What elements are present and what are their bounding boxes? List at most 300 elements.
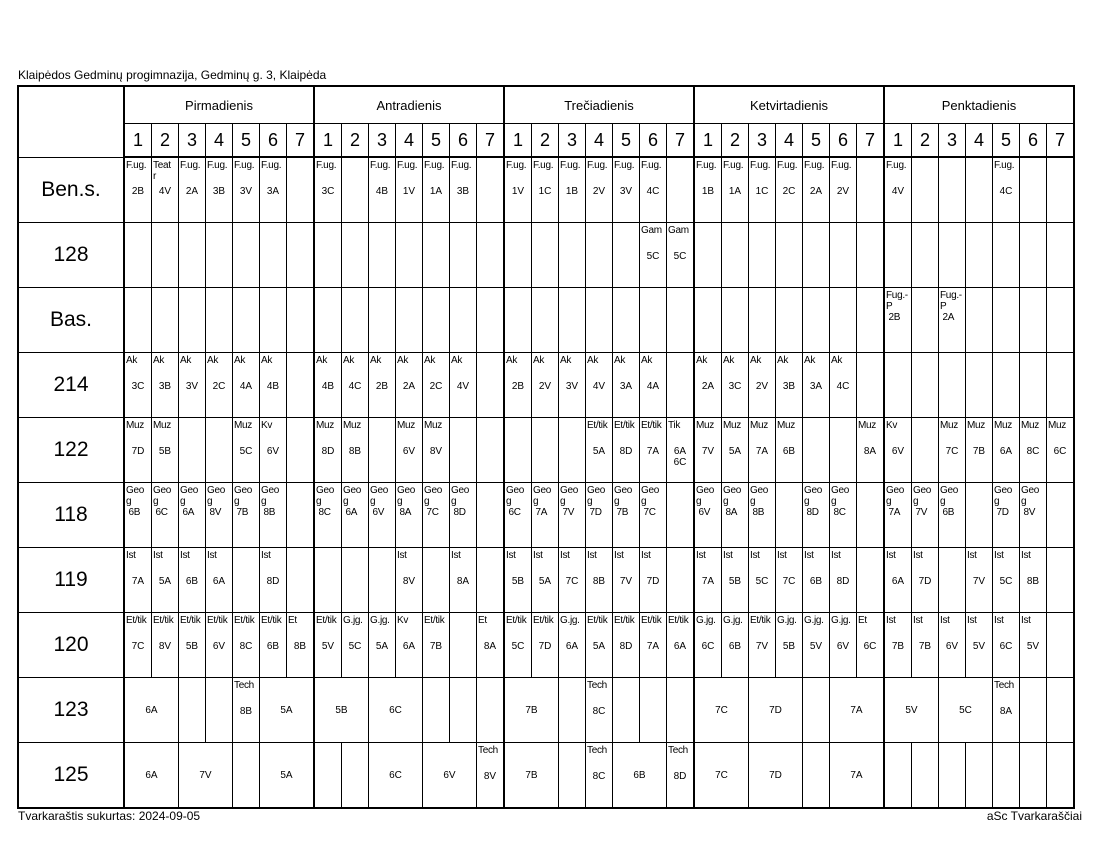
empty-cell — [830, 418, 857, 483]
lesson-subject: Muz — [777, 420, 795, 431]
lesson-class: 2A — [402, 381, 416, 392]
empty-cell — [1047, 483, 1075, 548]
lesson-subject: Muz — [940, 420, 958, 431]
lesson-subject: Ak — [234, 355, 246, 366]
lesson-subject: Et/tik — [614, 420, 635, 431]
lesson-subject: Et/tik — [587, 615, 608, 626]
empty-cell — [857, 288, 885, 353]
lesson-cell — [206, 483, 233, 548]
lesson-cell — [586, 678, 613, 743]
empty-cell — [477, 157, 505, 223]
lesson-class: 7A — [131, 576, 145, 587]
lesson-cell — [884, 613, 912, 678]
lesson-cell — [1020, 548, 1047, 613]
lesson-cell — [613, 353, 640, 418]
lesson-class: 6C — [863, 641, 877, 652]
lesson-subject: Ak — [316, 355, 328, 366]
empty-cell — [939, 157, 966, 223]
room-name: 119 — [18, 548, 124, 613]
period-number: 5 — [993, 124, 1020, 158]
empty-cell — [667, 483, 695, 548]
lesson-class: 2C — [782, 186, 796, 197]
room-row — [18, 157, 1074, 223]
empty-cell — [966, 483, 993, 548]
lesson-cell — [504, 157, 532, 223]
empty-cell — [667, 288, 695, 353]
lesson-cell — [884, 157, 912, 223]
lesson-subject: Tik — [668, 420, 681, 431]
lesson-class: 7V — [972, 576, 986, 587]
empty-cell — [287, 353, 315, 418]
lesson-subject: Muz — [316, 420, 334, 431]
lesson-subject: Muz — [234, 420, 252, 431]
lesson-cell — [179, 353, 206, 418]
empty-cell — [857, 353, 885, 418]
empty-cell — [314, 743, 342, 809]
lesson-subject: Ak — [153, 355, 165, 366]
lesson-class: 1B — [701, 186, 715, 197]
lesson-class: 1A — [429, 186, 443, 197]
lesson-class: 6B — [633, 769, 646, 781]
period-number: 3 — [939, 124, 966, 158]
lesson-class: 8B — [293, 641, 307, 652]
empty-cell — [1047, 353, 1075, 418]
period-number: 7 — [287, 124, 315, 158]
lesson-subject: Ak — [370, 355, 382, 366]
empty-cell — [640, 678, 667, 743]
lesson-class: 7V — [199, 769, 212, 781]
lesson-class: 2V — [836, 186, 850, 197]
empty-cell — [342, 157, 369, 223]
period-number: 1 — [884, 124, 912, 158]
room-row — [18, 288, 1074, 353]
lesson-cell — [423, 418, 450, 483]
lesson-subject: Et/tik — [234, 615, 255, 626]
lesson-class: 5C — [755, 576, 769, 587]
lesson-class: 1A — [728, 186, 742, 197]
room-name: 123 — [18, 678, 124, 743]
lesson-subject: Geo g 8D — [804, 485, 823, 518]
lesson-class: 5C — [239, 446, 253, 457]
lesson-cell — [260, 157, 287, 223]
lesson-subject: Geo g 8B — [261, 485, 280, 518]
lesson-class: 7A — [646, 446, 660, 457]
lesson-class: 5A — [538, 576, 552, 587]
lesson-cell — [260, 678, 315, 743]
lesson-cell — [776, 353, 803, 418]
lesson-cell — [912, 613, 939, 678]
empty-cell — [559, 678, 586, 743]
lesson-class: 1C — [755, 186, 769, 197]
lesson-cell — [830, 157, 857, 223]
empty-cell — [477, 223, 505, 288]
lesson-class: 1B — [565, 186, 579, 197]
lesson-cell — [803, 157, 830, 223]
lesson-class: 3C — [321, 186, 335, 197]
lesson-subject: Ak — [451, 355, 463, 366]
lesson-class: 7B — [972, 446, 986, 457]
period-number: 7 — [477, 124, 505, 158]
lesson-cell — [966, 418, 993, 483]
empty-cell — [993, 288, 1020, 353]
lesson-subject: Et — [288, 615, 297, 626]
lesson-cell — [749, 743, 803, 809]
room-name: Bas. — [18, 288, 124, 353]
lesson-class: 7C — [782, 576, 796, 587]
period-number: 2 — [532, 124, 559, 158]
lesson-cell — [993, 548, 1020, 613]
room-name: 128 — [18, 223, 124, 288]
lesson-subject: Ak — [587, 355, 599, 366]
empty-cell — [939, 223, 966, 288]
lesson-class: 1C — [538, 186, 552, 197]
lesson-cell — [586, 743, 613, 809]
empty-cell — [586, 288, 613, 353]
empty-cell — [179, 288, 206, 353]
lesson-subject: Geo g 8V — [207, 485, 226, 518]
period-number: 7 — [1047, 124, 1075, 158]
lesson-cell — [314, 613, 342, 678]
lesson-cell — [1047, 418, 1075, 483]
lesson-subject: Et/tik — [641, 615, 662, 626]
period-number: 1 — [314, 124, 342, 158]
lesson-class: 6B — [728, 641, 742, 652]
room-name: 125 — [18, 743, 124, 809]
lesson-class: 5C — [673, 251, 687, 262]
lesson-cell — [830, 678, 885, 743]
lesson-class: 5B — [158, 446, 172, 457]
empty-cell — [260, 223, 287, 288]
lesson-class: 2A — [809, 186, 823, 197]
lesson-subject: Tech — [478, 745, 498, 756]
lesson-class: 4V — [891, 186, 905, 197]
lesson-subject: F.ug. — [506, 160, 527, 171]
lesson-subject: Ist — [886, 615, 896, 626]
lesson-subject: Muz — [1021, 420, 1039, 431]
lesson-subject: Ist — [1021, 550, 1031, 561]
lesson-class: 8D — [619, 446, 633, 457]
lesson-subject: Ist — [967, 550, 977, 561]
empty-cell — [450, 418, 477, 483]
lesson-subject: Geo g 6C — [506, 485, 525, 518]
lesson-subject: Geo g 7V — [913, 485, 932, 518]
lesson-cell — [722, 353, 749, 418]
lesson-class: 7D — [918, 576, 932, 587]
empty-cell — [912, 743, 939, 809]
empty-cell — [287, 157, 315, 223]
lesson-cell — [749, 418, 776, 483]
lesson-cell — [776, 157, 803, 223]
lesson-cell — [423, 353, 450, 418]
lesson-subject: Geo g 7C — [641, 485, 660, 518]
lesson-cell — [640, 613, 667, 678]
empty-cell — [369, 223, 396, 288]
lesson-class: 2A — [701, 381, 715, 392]
lesson-subject: G.jg. — [343, 615, 363, 626]
lesson-subject: Gam — [668, 225, 689, 236]
lesson-class: 4B — [375, 186, 389, 197]
lesson-class: 3V — [185, 381, 199, 392]
lesson-class: 8V — [402, 576, 416, 587]
empty-cell — [504, 223, 532, 288]
empty-cell — [1047, 157, 1075, 223]
lesson-class: 4V — [158, 186, 172, 197]
lesson-class: 3B — [158, 381, 172, 392]
lesson-class: 8V — [158, 641, 172, 652]
empty-cell — [667, 548, 695, 613]
lesson-subject: Ist — [1021, 615, 1031, 626]
lesson-subject: Ist — [967, 615, 977, 626]
lesson-cell — [423, 743, 477, 809]
lesson-subject: G.jg. — [831, 615, 851, 626]
lesson-cell — [152, 353, 179, 418]
empty-cell — [504, 418, 532, 483]
empty-cell — [640, 288, 667, 353]
lesson-class: 8D — [266, 576, 280, 587]
lesson-cell — [532, 548, 559, 613]
lesson-cell — [532, 157, 559, 223]
lesson-cell — [124, 157, 152, 223]
empty-cell — [124, 288, 152, 353]
lesson-class: 8D — [836, 576, 850, 587]
period-number: 3 — [369, 124, 396, 158]
lesson-subject: G.jg. — [560, 615, 580, 626]
empty-cell — [206, 288, 233, 353]
lesson-subject: Ak — [614, 355, 626, 366]
empty-cell — [314, 223, 342, 288]
lesson-cell — [586, 483, 613, 548]
lesson-subject: Geo g 7C — [424, 485, 443, 518]
lesson-cell — [586, 157, 613, 223]
lesson-cell — [423, 613, 450, 678]
empty-cell — [884, 353, 912, 418]
lesson-subject: Geo g 8B — [750, 485, 769, 518]
empty-cell — [803, 743, 830, 809]
lesson-subject: Geo g 6V — [370, 485, 389, 518]
lesson-class: 8B — [592, 576, 606, 587]
empty-cell — [179, 418, 206, 483]
lesson-subject: G.jg. — [696, 615, 716, 626]
lesson-subject: F.ug. — [804, 160, 825, 171]
empty-cell — [912, 353, 939, 418]
lesson-cell — [776, 613, 803, 678]
lesson-cell — [532, 483, 559, 548]
lesson-cell — [314, 418, 342, 483]
lesson-subject: Ist — [614, 550, 624, 561]
empty-cell — [559, 743, 586, 809]
lesson-cell — [559, 353, 586, 418]
lesson-subject: Fug.- P 2A — [940, 290, 962, 323]
lesson-subject: F.ug. — [261, 160, 282, 171]
empty-cell — [287, 418, 315, 483]
lesson-subject: F.ug. — [886, 160, 907, 171]
period-number: 4 — [396, 124, 423, 158]
lesson-subject: Muz — [153, 420, 171, 431]
period-number: 3 — [749, 124, 776, 158]
lesson-class: 2B — [511, 381, 525, 392]
lesson-class: 6B — [809, 576, 823, 587]
lesson-subject: Geo g 7A — [886, 485, 905, 518]
lesson-cell — [179, 548, 206, 613]
lesson-class: 1V — [511, 186, 525, 197]
lesson-cell — [667, 223, 695, 288]
lesson-subject: Geo g 8C — [831, 485, 850, 518]
lesson-class: 6A — [673, 641, 687, 652]
lesson-cell — [342, 613, 369, 678]
empty-cell — [342, 223, 369, 288]
lesson-cell — [613, 743, 667, 809]
period-number: 1 — [694, 124, 722, 158]
lesson-class: 6C — [389, 769, 402, 781]
lesson-cell — [749, 678, 803, 743]
lesson-cell — [640, 548, 667, 613]
empty-cell — [1047, 223, 1075, 288]
lesson-cell — [504, 353, 532, 418]
lesson-subject: Ist — [180, 550, 190, 561]
lesson-subject: Ak — [723, 355, 735, 366]
lesson-cell — [939, 483, 966, 548]
lesson-subject: F.ug. — [234, 160, 255, 171]
empty-cell — [586, 223, 613, 288]
empty-cell — [1020, 288, 1047, 353]
lesson-cell — [966, 613, 993, 678]
lesson-class: 5B — [782, 641, 796, 652]
lesson-class: 2V — [592, 186, 606, 197]
lesson-subject: Et/tik — [533, 615, 554, 626]
lesson-cell — [369, 483, 396, 548]
empty-cell — [1020, 353, 1047, 418]
lesson-cell — [694, 548, 722, 613]
empty-cell — [233, 743, 260, 809]
room-row — [18, 548, 1074, 613]
lesson-class: 7A — [646, 641, 660, 652]
lesson-subject: Ak — [397, 355, 409, 366]
empty-cell — [206, 418, 233, 483]
empty-cell — [477, 548, 505, 613]
lesson-class: 3B — [456, 186, 470, 197]
empty-cell — [233, 223, 260, 288]
lesson-class: 8D — [321, 446, 335, 457]
lesson-subject: Ist — [994, 550, 1004, 561]
empty-cell — [206, 678, 233, 743]
lesson-subject: Ist — [126, 550, 136, 561]
period-number: 5 — [613, 124, 640, 158]
lesson-cell — [586, 418, 613, 483]
lesson-cell — [423, 483, 450, 548]
lesson-class: 6A — [999, 446, 1013, 457]
lesson-class: 7C — [715, 704, 728, 716]
room-row — [18, 678, 1074, 743]
empty-cell — [749, 288, 776, 353]
room-row — [18, 483, 1074, 548]
empty-cell — [884, 223, 912, 288]
empty-cell — [450, 223, 477, 288]
lesson-cell — [342, 418, 369, 483]
lesson-subject: G.jg. — [723, 615, 743, 626]
lesson-subject: Ist — [750, 550, 760, 561]
lesson-cell — [939, 418, 966, 483]
lesson-subject: Geo g 6C — [153, 485, 172, 518]
empty-cell — [314, 548, 342, 613]
empty-cell — [233, 548, 260, 613]
lesson-class: 8V — [483, 771, 497, 782]
period-number: 1 — [504, 124, 532, 158]
period-number: 4 — [206, 124, 233, 158]
empty-cell — [423, 678, 450, 743]
lesson-cell — [613, 613, 640, 678]
lesson-class: 5B — [511, 576, 525, 587]
lesson-class: 8A — [863, 446, 877, 457]
lesson-cell — [450, 548, 477, 613]
lesson-subject: F.ug. — [316, 160, 337, 171]
lesson-cell — [559, 157, 586, 223]
lesson-cell — [776, 548, 803, 613]
lesson-cell — [667, 418, 695, 483]
lesson-subject: Et/tik — [153, 615, 174, 626]
period-number: 3 — [179, 124, 206, 158]
empty-cell — [912, 157, 939, 223]
lesson-subject: Geo g 8D — [451, 485, 470, 518]
lesson-class: 5C — [959, 704, 972, 716]
lesson-subject: F.ug. — [126, 160, 147, 171]
lesson-cell — [722, 548, 749, 613]
room-row — [18, 223, 1074, 288]
lesson-cell — [124, 353, 152, 418]
lesson-class: 2V — [755, 381, 769, 392]
room-name: 120 — [18, 613, 124, 678]
lesson-cell — [993, 483, 1020, 548]
lesson-subject: Tech — [587, 680, 607, 691]
lesson-cell — [260, 613, 287, 678]
lesson-cell — [694, 678, 749, 743]
empty-cell — [1047, 548, 1075, 613]
lesson-cell — [152, 613, 179, 678]
lesson-cell — [586, 353, 613, 418]
empty-cell — [124, 223, 152, 288]
lesson-subject: Ist — [261, 550, 271, 561]
lesson-cell — [993, 678, 1020, 743]
lesson-class: 4C — [999, 186, 1013, 197]
lesson-cell — [722, 483, 749, 548]
lesson-class: 3A — [809, 381, 823, 392]
lesson-class: 8B — [1026, 576, 1040, 587]
period-number: 2 — [912, 124, 939, 158]
lesson-cell — [504, 613, 532, 678]
brand-name: aSc Tvarkaraščiai — [986, 809, 1082, 823]
lesson-class: 6V — [945, 641, 959, 652]
empty-cell — [966, 157, 993, 223]
lesson-cell — [830, 743, 885, 809]
lesson-cell — [939, 678, 993, 743]
lesson-cell — [532, 353, 559, 418]
lesson-class: 7B — [429, 641, 443, 652]
empty-cell — [287, 223, 315, 288]
lesson-class: 6A — [145, 704, 158, 716]
room-name: Ben.s. — [18, 157, 124, 223]
empty-cell — [477, 678, 505, 743]
lesson-class: 3V — [565, 381, 579, 392]
period-number: 6 — [260, 124, 287, 158]
lesson-cell — [722, 613, 749, 678]
room-name: 118 — [18, 483, 124, 548]
empty-cell — [993, 353, 1020, 418]
period-number: 6 — [450, 124, 477, 158]
lesson-class: 7A — [850, 704, 863, 716]
empty-cell — [342, 548, 369, 613]
lesson-cell — [477, 613, 505, 678]
empty-cell — [1020, 743, 1047, 809]
empty-cell — [342, 288, 369, 353]
